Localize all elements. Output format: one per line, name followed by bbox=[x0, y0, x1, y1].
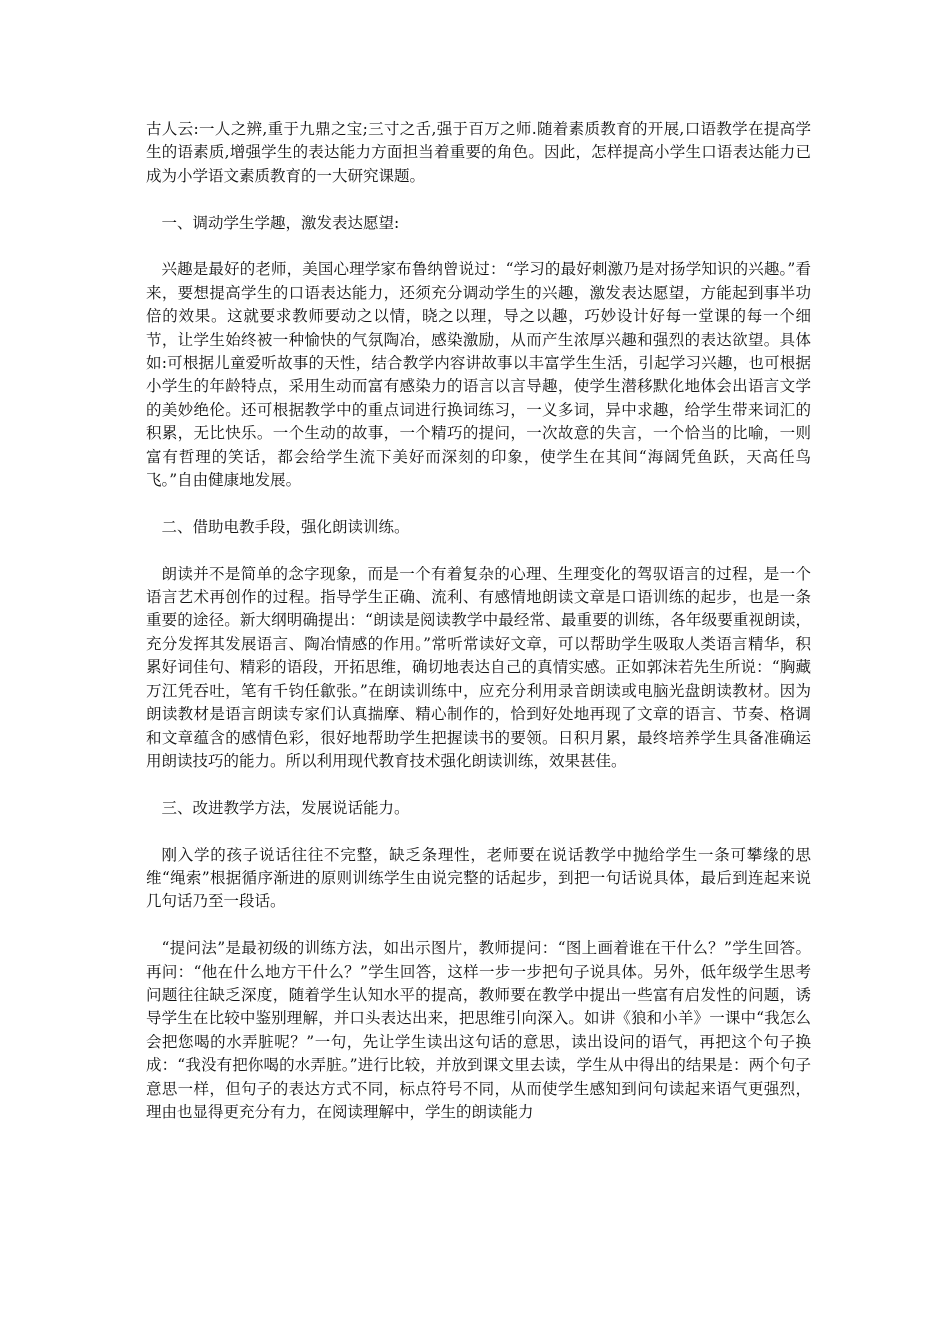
body-paragraph-reading: 朗读并不是简单的念字现象，而是一个有着复杂的心理、生理变化的驾驭语言的过程，是一个语言艺术再创作的过程。指导学生正确、流利、有感情地朗读文章是口语训练的起步，也是一条重要的途径。新大纲明确提出：“朗读是阅读教学中最经常、最重要的训练，各年级要重视朗读，充分发挥其发展语言、陶冶情感的作用。”常听常读好文章，可以帮助学生吸取人类语言精华，积累好词佳句、精彩的语段，开拓思维，确切地表达自己的真情实感。正如郭沫若先生所说：“胸藏万江凭吞吐，笔有千钧任歙张。”在朗读训练中，应充分利用录音朗读或电脑光盘朗读教材。因为朗读教材是语言朗读专家们认真揣摩、精心制作的，恰到好处地再现了文章的语言、节奏、格调和文章蕴含的感情色彩，很好地帮助学生把握读书的要领。日积月累，最终培养学生具备准确运用朗读技巧的能力。所以利用现代教育技术强化朗读训练，效果甚佳。 bbox=[146, 564, 811, 770]
intro-paragraph: 古人云:一人之辨,重于九鼎之宝;三寸之舌,强于百万之师.随着素质教育的开展,口语教学在提高学生的语素质,增强学生的表达能力方面担当着重要的角色。因此，怎样提高小学生口语表达能力已成为小学语文素质教育的一大研究课题。 bbox=[146, 120, 811, 185]
body-paragraph-interest: 兴趣是最好的老师，美国心理学家布鲁纳曾说过：“学习的最好刺激乃是对扬学知识的兴趣。”看来，要想提高学生的口语表达能力，还须充分调动学生的兴趣，激发表达愿望，方能起到事半功倍的效果。这就要求教师要动之以情，晓之以理，导之以趣，巧妙设计好每一堂课的每一个细节，让学生始终被一种愉快的气氛陶冶，感染激励，从而产生浓厚兴趣和强烈的表达欲望。具体如:可根据儿童爱听故事的天性，结合教学内容讲故事以丰富学生生活，引起学习兴趣，也可根据小学生的年龄特点，采用生动而富有感染力的语言以言导趣，使学生潜移默化地体会出语言文学的美妙绝伦。还可根据教学中的重点词进行换词练习，一义多词，异中求趣，给学生带来词汇的积累，无比快乐。一个生动的故事，一个精巧的提问，一次故意的失言，一个恰当的比喻，一则富有哲理的笑话，都会给学生流下美好而深刻的印象，使学生在其间“海阔凭鱼跃，天高任鸟飞。”自由健康地发展。 bbox=[146, 260, 811, 490]
document-page bbox=[146, 118, 811, 1148]
section-heading-3: 三、改进教学方法，发展说话能力。 bbox=[161, 798, 410, 817]
body-paragraph-speaking: 刚入学的孩子说话往往不完整，缺乏条理性，老师要在说话教学中抛给学生一条可攀缘的思维“绳索”根据循序渐进的原则训练学生由说完整的话起步，到把一句话说具体，最后到连起来说几句话乃至一段话。 bbox=[146, 845, 811, 911]
section-heading-2: 二、借助电教手段，强化朗读训练。 bbox=[161, 517, 410, 536]
section-heading-1: 一、调动学生学趣，激发表达愿望: bbox=[161, 213, 400, 232]
body-paragraph-questioning: “提问法”是最初级的训练方法，如出示图片，教师提问：“图上画着谁在干什么？”学生回答。再问：“他在什么地方干什么？”学生回答，这样一步一步把句子说具体。另外，低年级学生思考问题往往缺乏深度，随着学生认知水平的提高，教师要在教学中提出一些富有启发性的问题，诱导学生在比较中鉴别理解，并口头表达出来，把思维引向深入。如讲《狼和小羊》一课中“我怎么会把您喝的水弄脏呢？”一句，先让学生读出这句话的意思，读出设问的语气，再把这个句子换成：“我没有把你喝的水弄脏。”进行比较，并放到课文里去读，学生从中得出的结果是：两个句子意思一样，但句子的表达方式不同，标点符号不同，从而使学生感知到问句读起来语气更强烈，理由也显得更充分有力，在阅读理解中，学生的朗读能力 bbox=[146, 939, 811, 1121]
